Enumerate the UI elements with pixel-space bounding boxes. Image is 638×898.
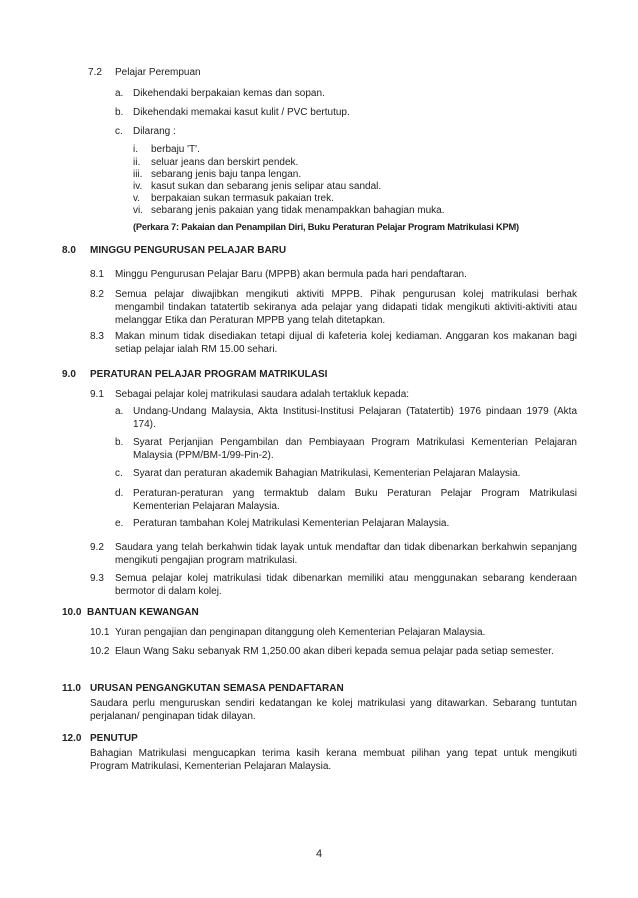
para-text: Sebagai pelajar kolej matrikulasi saudara adalah tertakluk kepada:	[115, 389, 410, 400]
item-text: Dikehendaki memakai kasut kulit / PVC bertutup.	[133, 107, 350, 118]
para-number: 8.3	[90, 331, 104, 342]
section-9-number: 9.0	[62, 369, 76, 380]
roman-numeral: v.	[133, 193, 141, 204]
para-text: Saudara yang telah berkahwin tidak layak untuk mendaftar dan tidak dibenarkan berkahwin sepanjang mengikuti pengajian program matrikulasi.	[115, 542, 577, 566]
item-text: Syarat dan peraturan akademik Bahagian Matrikulasi, Kementerian Pelajaran Malaysia.	[133, 468, 521, 479]
roman-numeral: i.	[133, 144, 138, 155]
item-letter: c.	[115, 468, 123, 479]
para-number: 9.1	[90, 389, 104, 400]
para-number: 10.2	[90, 646, 110, 657]
item-letter: a.	[115, 406, 124, 417]
item-letter: e.	[115, 518, 124, 529]
para-text: Elaun Wang Saku sebanyak RM 1,250.00 akan diberi kepada semua pelajar pada setiap semester.	[115, 646, 554, 657]
item-text: Undang-Undang Malaysia, Akta Institusi-Institusi Pelajaran (Tatatertib) 1976 pindaan 1979 (Akta 174).	[133, 406, 577, 430]
para-number: 8.2	[90, 289, 104, 300]
item-letter: b.	[115, 437, 124, 448]
section-7-2-title: Pelajar Perempuan	[115, 67, 201, 78]
section-8-title: MINGGU PENGURUSAN PELAJAR BARU	[90, 245, 287, 256]
section-12-title: PENUTUP	[90, 733, 138, 744]
roman-text: berpakaian sukan termasuk pakaian trek.	[151, 193, 334, 204]
section-10-title: BANTUAN KEWANGAN	[87, 607, 199, 618]
section-11-body: Saudara perlu menguruskan sendiri kedatangan ke kolej matrikulasi yang ditawarkan. Sebarang tuntutan perjalanan/ penginapan tidak dilayan.	[90, 698, 577, 722]
section-8-number: 8.0	[62, 245, 76, 256]
section-12-body: Bahagian Matrikulasi mengucapkan terima kasih kerana membuat pilihan yang tepat untuk mengikuti Program Matrikulasi, Kementerian Pelajaran Malaysia.	[90, 748, 577, 772]
section-12-number: 12.0	[62, 733, 82, 744]
item-text: Peraturan tambahan Kolej Matrikulasi Kementerian Pelajaran Malaysia.	[133, 518, 450, 529]
para-number: 10.1	[90, 627, 110, 638]
roman-numeral: iii.	[133, 169, 143, 180]
roman-numeral: vi.	[133, 205, 143, 216]
para-text: Minggu Pengurusan Pelajar Baru (MPPB) akan bermula pada hari pendaftaran.	[115, 269, 467, 280]
para-text: Yuran pengajian dan penginapan ditanggung oleh Kementerian Pelajaran Malaysia.	[115, 627, 486, 638]
item-letter: c.	[115, 126, 123, 137]
page-number: 4	[315, 848, 323, 860]
item-letter: a.	[115, 88, 124, 99]
roman-text: berbaju 'T'.	[151, 144, 200, 155]
roman-numeral: iv.	[133, 181, 143, 192]
para-number: 9.3	[90, 573, 104, 584]
section-7-2-number: 7.2	[88, 67, 102, 78]
roman-text: kasut sukan dan sebarang jenis selipar atau sandal.	[151, 181, 382, 192]
item-letter: d.	[115, 488, 124, 499]
roman-text: sebarang jenis pakaian yang tidak menampakkan bahagian muka.	[151, 205, 445, 216]
item-text: Syarat Perjanjian Pengambilan dan Pembiayaan Program Matrikulasi Kementerian Pelajaran Malaysia (PPM/BM-1/99-Pin-2).	[133, 437, 577, 461]
item-text: Dilarang :	[133, 126, 176, 137]
section-10-number: 10.0	[62, 607, 82, 618]
para-text: Makan minum tidak disediakan tetapi dijual di kafeteria kolej kediaman. Anggaran kos makanan bagi setiap pelajar ialah RM 15.00 sehari.	[115, 331, 577, 355]
section-9-title: PERATURAN PELAJAR PROGRAM MATRIKULASI	[90, 369, 328, 380]
section-11-number: 11.0	[62, 683, 81, 694]
para-number: 8.1	[90, 269, 104, 280]
item-letter: b.	[115, 107, 124, 118]
roman-numeral: ii.	[133, 157, 141, 168]
item-text: Peraturan-peraturan yang termaktub dalam Buku Peraturan Pelajar Program Matrikulasi Kementerian Pelajaran Malaysia.	[133, 488, 577, 512]
reference-note: (Perkara 7: Pakaian dan Penampilan Diri, Buku Peraturan Pelajar Program Matrikulasi KPM)	[133, 222, 519, 232]
para-text: Semua pelajar kolej matrikulasi tidak dibenarkan memiliki atau menggunakan sebarang kenderaan bermotor di dalam kolej.	[115, 573, 577, 597]
roman-text: sebarang jenis baju tanpa lengan.	[151, 169, 302, 180]
roman-text: seluar jeans dan berskirt pendek.	[151, 157, 299, 168]
para-number: 9.2	[90, 542, 104, 553]
item-text: Dikehendaki berpakaian kemas dan sopan.	[133, 88, 325, 99]
para-text: Semua pelajar diwajibkan mengikuti aktiviti MPPB. Pihak pengurusan kolej matrikulasi berhak mengambil tindakan tatatertib sekiranya ada pelajar yang didapati tidak mengikuti aktiviti-aktiviti atau melanggar Etika dan Peraturan MPPB yang telah ditetapkan.	[115, 289, 577, 326]
section-11-title: URUSAN PENGANGKUTAN SEMASA PENDAFTARAN	[90, 683, 344, 694]
